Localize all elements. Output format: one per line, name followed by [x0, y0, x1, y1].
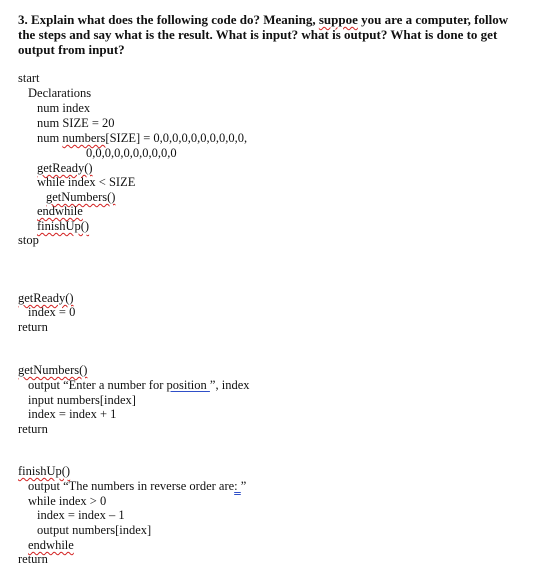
getready-return: return [18, 320, 48, 334]
question-prompt [18, 12, 518, 57]
finishup-output-number: output numbers[index] [37, 523, 152, 537]
declaration-numbers-type: num [37, 131, 63, 145]
getready-header: getReady() [18, 291, 74, 305]
finishup-decrement: index = index – 1 [37, 508, 125, 522]
getnumbers-output-end: ”, index [209, 378, 250, 392]
call-getready: getReady() [37, 161, 93, 175]
call-getnumbers: getNumbers() [46, 190, 116, 204]
finishup-while-loop: while index > 0 [28, 494, 107, 508]
getnumbers-return: return [18, 422, 48, 436]
finishup-output-end: ” [240, 479, 247, 493]
declaration-size: num SIZE = 20 [37, 116, 115, 130]
stop-keyword: stop [18, 233, 39, 247]
finishup-output-start: output “The numbers in reverse order are [28, 479, 235, 493]
declaration-numbers-name: numbers [62, 131, 106, 145]
getnumbers-header: getNumbers() [18, 363, 88, 377]
main-endwhile: endwhile [37, 204, 83, 218]
question-text-part2: you are a computer, follow the steps and say what is the result. What is input? what is output? What is done to get output from input? [18, 12, 509, 57]
finishup-endwhile: endwhile [28, 538, 74, 552]
declaration-numbers-continued: 0,0,0,0,0,0,0,0,0,0 [86, 146, 177, 160]
declarations-label: Declarations [28, 86, 92, 100]
question-misspelled-word: suppoe [318, 12, 358, 27]
getnumbers-output-position: position [166, 378, 210, 392]
getnumbers-output-prompt [28, 378, 250, 393]
declaration-index: num index [37, 101, 91, 115]
question-text-part1: 3. Explain what does the following code do? Meaning, [18, 12, 319, 27]
getnumbers-increment: index = index + 1 [28, 407, 117, 421]
getnumbers-output-start: output “Enter a number for [28, 378, 167, 392]
finishup-output-message [28, 479, 246, 494]
call-finishup: finishUp() [37, 219, 90, 233]
main-while-loop: while index < SIZE [37, 175, 136, 189]
getready-assign-index: index = 0 [28, 305, 76, 319]
finishup-return: return [18, 552, 48, 566]
declaration-numbers [37, 131, 247, 146]
finishup-header: finishUp() [18, 464, 71, 478]
getnumbers-input: input numbers[index] [28, 393, 136, 407]
finishup-output-colon: : [234, 479, 241, 493]
declaration-numbers-values: [SIZE] = 0,0,0,0,0,0,0,0,0,0, [105, 131, 248, 145]
start-keyword: start [18, 71, 40, 85]
